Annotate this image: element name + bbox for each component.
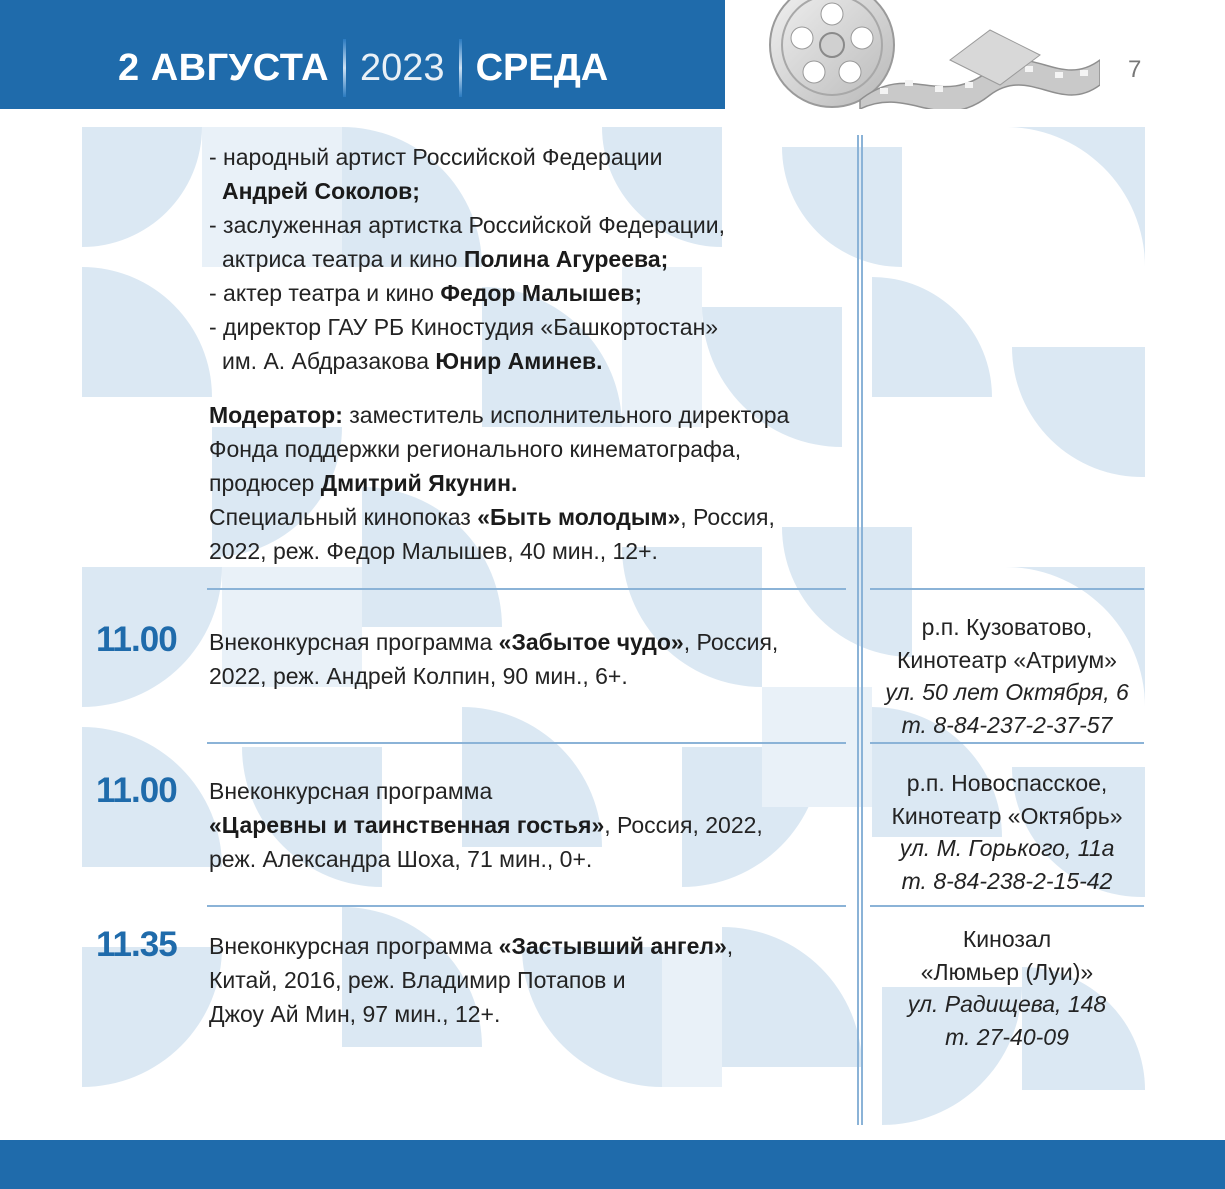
row-divider — [870, 742, 1144, 744]
page-number: 7 — [1128, 56, 1142, 83]
film-reel-icon — [740, 0, 1100, 109]
film-title: «Царевны и таинственная гостья» — [209, 812, 605, 838]
moderator-label: Модератор: — [209, 402, 343, 428]
list-item: - заслуженная артистка Российской Федерации, — [209, 212, 726, 238]
list-item: актриса театра и кино Полина Агуреева; — [222, 246, 669, 272]
column-divider — [857, 135, 859, 1125]
list-item: им. А. Абдразакова Юнир Аминев. — [222, 348, 603, 374]
event-time: 11.00 — [96, 771, 177, 810]
header-separator — [343, 39, 346, 97]
event-description: Внеконкурсная программа «Забытое чудо», Россия, 2022, реж. Андрей Колпин, 90 мин., 6+. — [209, 629, 779, 689]
list-item: - директор ГАУ РБ Киностудия «Башкортостан» — [209, 314, 719, 340]
venue-phone: т. 8-84-238-2-15-42 — [901, 867, 1113, 894]
venue-address: ул. Радищева, 148 — [907, 991, 1107, 1017]
list-item: Андрей Соколов; — [222, 178, 420, 204]
film-title: «Забытое чудо» — [498, 629, 684, 655]
list-item: - актер театра и кино Федор Малышев; — [209, 280, 643, 306]
participants-list — [209, 140, 725, 378]
row-divider — [207, 905, 846, 907]
column-divider — [861, 135, 863, 1125]
header-title — [118, 40, 608, 96]
film-title: «Быть молодым» — [477, 504, 681, 530]
event-description: Внеконкурсная программа «Застывший ангел», Китай, 2016, реж. Владимир Потапов и Джоу Ай Мин, 97 мин., 12+. — [209, 933, 734, 1027]
event-time: 11.35 — [96, 925, 177, 964]
header-separator — [459, 39, 462, 97]
row-divider — [207, 588, 846, 590]
film-title: «Застывший ангел» — [498, 933, 727, 959]
venue-address: ул. М. Горького, 11а — [899, 835, 1115, 861]
event-venue: р.п. Кузоватово, Кинотеатр «Атриум» ул. 50 лет Октября, 6 т. 8-84-237-2-37-57 — [885, 614, 1129, 738]
moderator-block: Модератор: заместитель исполнительного директора Фонда поддержки регионального кинематографа, продюсер Дмитрий Якунин. Специальный кинопоказ «Быть молодым», Россия, 2022, реж. Федор Малышев, 40 мин., 12+. — [209, 402, 790, 564]
moderator-name: Дмитрий Якунин. — [320, 470, 518, 496]
venue-address: ул. 50 лет Октября, 6 — [885, 679, 1129, 705]
footer-band — [0, 1140, 1225, 1189]
row-divider — [870, 905, 1144, 907]
event-description: Внеконкурсная программа «Царевны и таинственная гостья», Россия, 2022, реж. Александра Шоха, 71 мин., 0+. — [209, 778, 763, 872]
header-weekday: СРЕДА — [475, 46, 609, 89]
row-divider — [870, 588, 1144, 590]
venue-phone: т. 8-84-237-2-37-57 — [901, 711, 1113, 738]
row-divider — [207, 742, 846, 744]
venue-phone: т. 27-40-09 — [945, 1023, 1069, 1050]
event-venue: р.п. Новоспасское, Кинотеатр «Октябрь» ул. М. Горького, 11а т. 8-84-238-2-15-42 — [891, 770, 1123, 894]
event-time: 11.00 — [96, 620, 177, 659]
header-date: 2 АВГУСТА — [118, 46, 330, 89]
list-item: - народный артист Российской Федерации — [209, 144, 663, 170]
header-year: 2023 — [360, 46, 445, 89]
event-venue: Кинозал «Люмьер (Луи)» ул. Радищева, 148 т. 27-40-09 — [907, 926, 1107, 1050]
